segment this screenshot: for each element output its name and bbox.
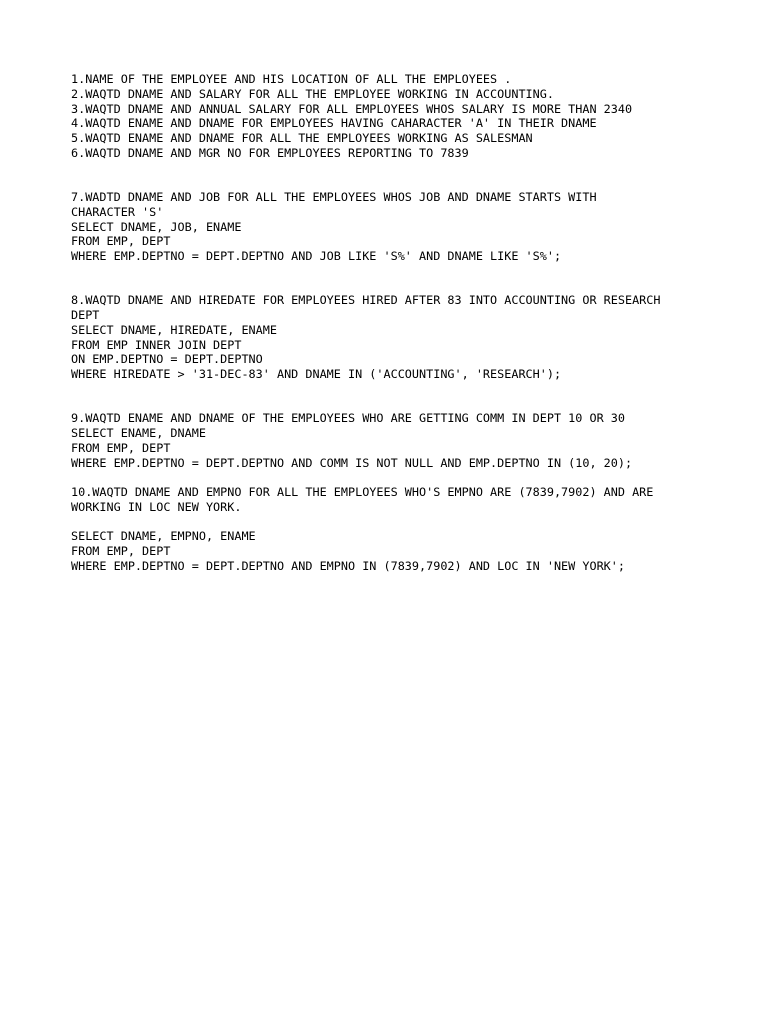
text-line: 7.WADTD DNAME AND JOB FOR ALL THE EMPLOYEES WHOS JOB AND DNAME STARTS WITH bbox=[71, 190, 597, 204]
text-line: WHERE EMP.DEPTNO = DEPT.DEPTNO AND COMM IS NOT NULL AND EMP.DEPTNO IN (10, 20); bbox=[71, 455, 633, 470]
text-line: 3.WAQTD DNAME AND ANNUAL SALARY FOR ALL EMPLOYEES WHOS SALARY IS MORE THAN 2340 bbox=[71, 101, 633, 116]
text-line: WHERE HIREDATE > '31-DEC-83' AND DNAME IN ('ACCOUNTING', 'RESEARCH'); bbox=[71, 367, 562, 381]
text-line: FROM EMP, DEPT bbox=[71, 234, 171, 249]
text-line: 4.WAQTD ENAME AND DNAME FOR EMPLOYEES HAVING CAHARACTER 'A' IN THEIR DNAME bbox=[71, 116, 597, 131]
blank-line bbox=[71, 264, 751, 279]
blank-line bbox=[71, 175, 751, 190]
document-page bbox=[71, 72, 751, 574]
blank-line bbox=[71, 279, 751, 294]
text-line: SELECT DNAME, JOB, ENAME bbox=[71, 219, 242, 234]
text-line: ON EMP.DEPTNO = DEPT.DEPTNO bbox=[71, 352, 263, 367]
blank-line bbox=[71, 397, 751, 412]
text-line: 10.WAQTD DNAME AND EMPNO FOR ALL THE EMPLOYEES WHO'S EMPNO ARE (7839,7902) AND ARE bbox=[71, 485, 654, 499]
text-line: 9.WAQTD ENAME AND DNAME OF THE EMPLOYEES WHO ARE GETTING COMM IN DEPT 10 OR 30 bbox=[71, 411, 625, 426]
blank-line bbox=[71, 161, 751, 176]
text-line: SELECT DNAME, EMPNO, ENAME bbox=[71, 529, 256, 544]
text-line: 5.WAQTD ENAME AND DNAME FOR ALL THE EMPLOYEES WORKING AS SALESMAN bbox=[71, 131, 533, 145]
text-line: 1.NAME OF THE EMPLOYEE AND HIS LOCATION OF ALL THE EMPLOYEES . bbox=[71, 72, 512, 86]
text-line: 8.WAQTD DNAME AND HIREDATE FOR EMPLOYEES HIRED AFTER 83 INTO ACCOUNTING OR RESEARCH bbox=[71, 293, 661, 308]
blank-line bbox=[71, 382, 751, 397]
text-line: 6.WAQTD DNAME AND MGR NO FOR EMPLOYEES REPORTING TO 7839 bbox=[71, 145, 469, 160]
text-line: 2.WAQTD DNAME AND SALARY FOR ALL THE EMPLOYEE WORKING IN ACCOUNTING. bbox=[71, 86, 554, 101]
text-line: WHERE EMP.DEPTNO = DEPT.DEPTNO AND JOB LIKE 'S%' AND DNAME LIKE 'S%'; bbox=[71, 249, 562, 263]
text-line: DEPT bbox=[71, 308, 100, 322]
text-line: FROM EMP, DEPT bbox=[71, 440, 171, 455]
text-line: FROM EMP, DEPT bbox=[71, 544, 171, 558]
blank-line bbox=[71, 515, 751, 530]
text-line: WORKING IN LOC NEW YORK. bbox=[71, 499, 242, 514]
text-line: FROM EMP INNER JOIN DEPT bbox=[71, 337, 242, 352]
text-line: SELECT ENAME, DNAME bbox=[71, 426, 206, 440]
blank-line bbox=[71, 470, 751, 485]
text-line: CHARACTER 'S' bbox=[71, 204, 164, 219]
text-line: WHERE EMP.DEPTNO = DEPT.DEPTNO AND EMPNO IN (7839,7902) AND LOC IN 'NEW YORK'; bbox=[71, 558, 625, 573]
text-line: SELECT DNAME, HIREDATE, ENAME bbox=[71, 322, 277, 337]
